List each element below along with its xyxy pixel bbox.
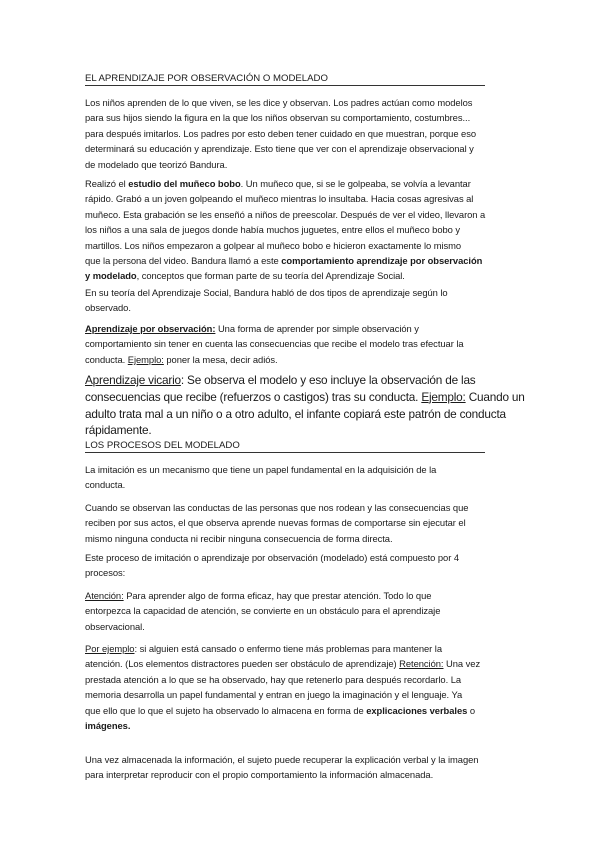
paragraph — [85, 285, 545, 316]
text-run: poner la mesa, decir adiós. — [163, 353, 278, 365]
text-line — [85, 619, 545, 634]
text-line — [85, 565, 545, 580]
text-run: prestada atención a lo que se ha observado, hay que retenerlo para después recordarlo. La — [85, 673, 462, 685]
underlined-text: Atención: — [85, 590, 124, 601]
text-run: Una vez almacenada la información, el sujeto puede recuperar la explicación verbal y la imagen — [85, 754, 479, 765]
text-line — [85, 222, 545, 237]
text-run: Este proceso de imitación o aprendizaje por observación (modelado) está compuesto por 4 — [85, 552, 459, 563]
text-run: o — [467, 704, 475, 716]
text-run: comportamiento sin tener en cuenta las consecuencias que recibe el modelo tras efectuar la — [85, 338, 464, 350]
text-line — [85, 641, 545, 656]
paragraph — [85, 588, 545, 634]
text-run: En su teoría del Aprendizaje Social, Bandura habló de dos tipos de aprendizaje según lo — [85, 287, 448, 298]
text-run: rápido. Grabó a un joven golpeando el muñeco mientras lo insultaba. Hacia cosas agresivas al — [85, 193, 474, 205]
text-line — [85, 422, 545, 439]
text-line — [85, 767, 545, 782]
paragraph — [85, 372, 545, 439]
text-line — [85, 656, 545, 671]
text-line — [85, 191, 545, 206]
text-run: Una forma de aprender por simple observación y — [215, 323, 419, 334]
bold-text: y modelado — [85, 270, 137, 282]
text-line — [85, 321, 545, 336]
text-run: . Un muñeco que, si se le golpeaba, se volvía a levantar — [240, 178, 471, 189]
text-line — [85, 550, 545, 565]
text-line — [85, 752, 545, 767]
text-line — [85, 141, 545, 156]
text-run: Cuando un — [465, 389, 525, 404]
text-run: para interpretar reproducir con el propio comportamiento la información almacenada. — [85, 769, 434, 781]
text-line — [85, 176, 545, 191]
bold-text: explicaciones verbales — [366, 704, 468, 716]
text-line — [85, 515, 545, 530]
paragraph — [85, 95, 545, 172]
bold-text: comportamiento aprendizaje por observación — [281, 255, 483, 267]
text-run: para después imitarlos. Los padres por esto deben tener cuidado en que muestran, porque eso — [85, 127, 477, 139]
text-run: conducta. — [85, 479, 126, 491]
text-run: Una vez — [443, 658, 481, 670]
underlined-text: Ejemplo: — [127, 353, 164, 365]
text-run: martillos. Los niños empezaron a golpear al muñeco bobo e hicieron exactamente lo mismo — [85, 239, 462, 251]
text-run: : Se observa el modelo y eso incluye la observación de las — [180, 373, 476, 387]
text-line — [85, 687, 545, 702]
text-run: muñeco. Esta grabación se les enseñó a niños de preescolar. Después de ver el video, llevaron a — [85, 208, 486, 220]
text-line — [85, 603, 545, 618]
text-run: que la persona del video. Bandura llamó a este — [85, 255, 282, 267]
text-line — [85, 588, 545, 603]
text-run: reciben por sus actos, el que observa aprende nuevas formas de comportarse sin ejecutar el — [85, 517, 466, 529]
text-line — [85, 703, 545, 718]
section-heading: LOS PROCESOS DEL MODELADO — [85, 439, 485, 453]
bold-text: estudio del muñeco bobo — [128, 178, 241, 189]
text-run: observacional. — [85, 620, 145, 632]
bold-text: imágenes. — [85, 720, 131, 732]
text-run: determinará su educación y aprendizaje. Esto tiene que ver con el aprendizaje observacional y — [85, 143, 474, 155]
text-run: Cuando se observan las conductas de las personas que nos rodean y las consecuencias que — [85, 502, 469, 513]
text-line — [85, 531, 545, 546]
text-line — [85, 268, 545, 283]
text-run: los niños a una sala de juegos donde había muchos juguetes, entre ellos el muñeco bobo y — [85, 224, 461, 236]
text-run: observado. — [85, 302, 131, 314]
paragraph — [85, 550, 545, 581]
text-line — [85, 352, 545, 367]
text-run: conducta. — [85, 353, 128, 365]
text-line — [85, 157, 545, 172]
paragraph — [85, 462, 545, 493]
text-line — [85, 406, 545, 423]
text-line — [85, 718, 545, 733]
text-run: Realizó el — [85, 178, 129, 189]
text-line — [85, 372, 545, 389]
text-line — [85, 477, 545, 492]
text-run: memoria desarrolla un papel fundamental y entran en juego la imaginación y el lenguaje. Ya — [85, 689, 463, 701]
text-run: La imitación es un mecanismo que tiene un papel fundamental en la adquisición de la — [85, 464, 437, 475]
underlined-text: Retención: — [399, 658, 444, 670]
section-heading: EL APRENDIZAJE POR OBSERVACIÓN O MODELADO — [85, 72, 485, 86]
text-line — [85, 462, 545, 477]
paragraph — [85, 641, 545, 733]
text-line — [85, 110, 545, 125]
text-run: rápidamente. — [85, 423, 152, 438]
text-run: procesos: — [85, 567, 126, 579]
text-run: , conceptos que forman parte de su teoría del Aprendizaje Social. — [136, 270, 405, 282]
text-run: atención. (Los elementos distractores pueden ser obstáculo de aprendizaje) — [85, 658, 400, 670]
paragraph — [85, 752, 545, 783]
text-run: adulto trata mal a un niño o a otro adulto, el infante copiará este patrón de conducta — [85, 406, 506, 421]
underlined-text: Ejemplo: — [421, 389, 466, 404]
paragraph — [85, 321, 545, 367]
bold-text: Aprendizaje por observación: — [85, 323, 216, 334]
text-line — [85, 238, 545, 253]
text-run: : si alguien está cansado o enfermo tiene más problemas para mantener la — [134, 643, 442, 654]
text-run: Para aprender algo de forma eficaz, hay que prestar atención. Todo lo que — [123, 590, 432, 601]
underlined-text: Por ejemplo — [85, 643, 135, 654]
text-line — [85, 95, 545, 110]
text-line — [85, 300, 545, 315]
text-line — [85, 285, 545, 300]
text-run: que ello que lo que el sujeto ha observado lo almacena en forma de — [85, 704, 367, 716]
text-line — [85, 126, 545, 141]
text-line — [85, 500, 545, 515]
text-run: entorpezca la capacidad de atención, se convierte en un obstáculo para el aprendizaje — [85, 605, 441, 617]
underlined-text: Aprendizaje vicario — [85, 373, 181, 387]
text-run: mismo ninguna conducta ni recibir ninguna consecuencia de forma directa. — [85, 532, 393, 544]
paragraph — [85, 500, 545, 546]
text-run: Los niños aprenden de lo que viven, se les dice y observan. Los padres actúan como modelos — [85, 97, 473, 108]
text-line — [85, 253, 545, 268]
text-run: para sus hijos siendo la figura en la que los niños observan su comportamiento, costumbres... — [85, 112, 471, 124]
text-line — [85, 336, 545, 351]
text-line — [85, 672, 545, 687]
paragraph — [85, 176, 545, 284]
text-line — [85, 207, 545, 222]
text-run: consecuencias que recibe (refuerzos o castigos) tras su conducta. — [85, 389, 422, 404]
text-run: de modelado que teorizó Bandura. — [85, 158, 228, 170]
text-line — [85, 389, 545, 406]
